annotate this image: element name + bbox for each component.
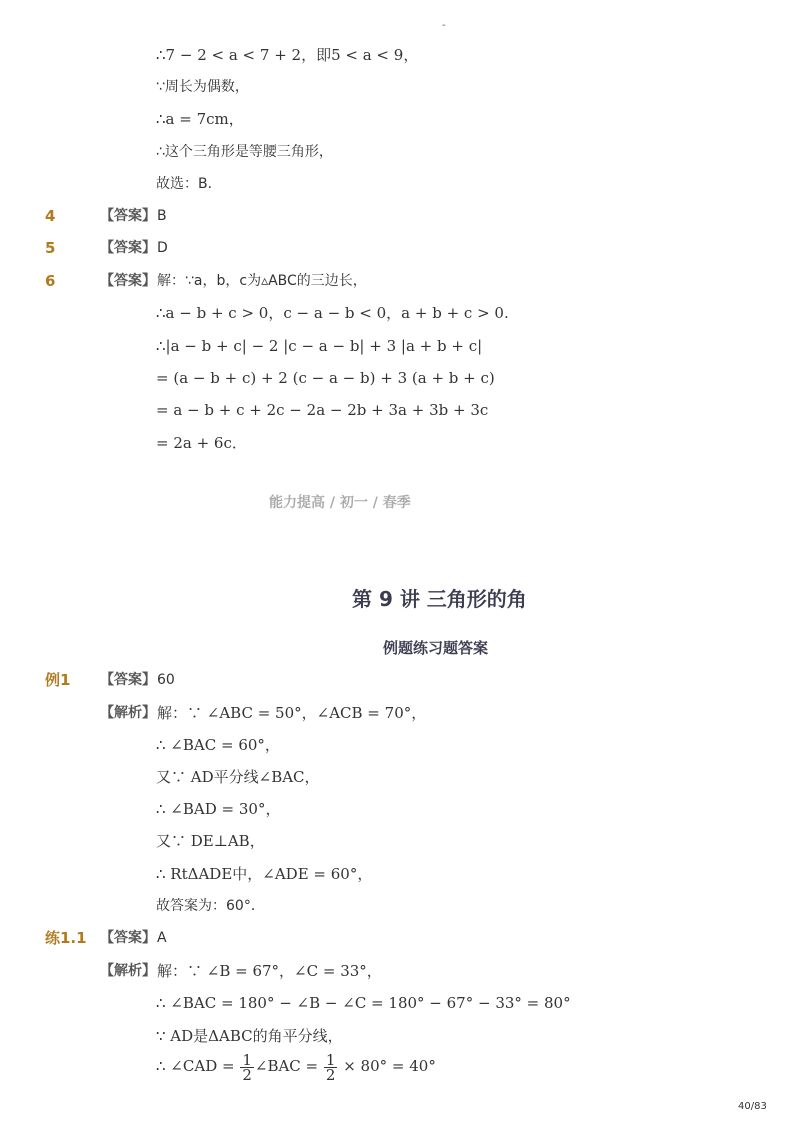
prev-line-2: ∵周长为偶数，	[156, 79, 249, 95]
ex1-analysis-tag: 【解析】	[100, 705, 156, 721]
example-number-1: 例1	[45, 671, 71, 689]
p11-answer-tag: 【答案】	[100, 930, 156, 946]
prev-line-5: 故选：B．	[156, 176, 222, 192]
question-number-5: 5	[45, 239, 56, 257]
p11-line-1: ∴ ∠BAC = 180° − ∠B − ∠C = 180° − 67° − 33° = 80°	[156, 994, 571, 1012]
prev-line-4: ∴这个三角形是等腰三角形，	[156, 144, 333, 160]
p11-line-3	[156, 1052, 436, 1082]
practice-number-1-1: 练1.1	[45, 929, 87, 947]
ex1-answer: 60	[157, 672, 175, 688]
p11-line-3-suffix: × 80° = 40°	[338, 1057, 436, 1075]
ex1-line-3: ∴ ∠BAD = 30°，	[156, 800, 281, 818]
fraction-1-denominator: 2	[242, 1065, 252, 1084]
question-number-4: 4	[45, 207, 56, 225]
ex1-answer-tag: 【答案】	[100, 672, 156, 688]
q6-first-line: 解：∵a，b，c为▵ABC的三边长，	[157, 273, 367, 289]
answer-tag-4: 【答案】	[100, 208, 156, 224]
p11-line-3-prefix: ∴ ∠CAD =	[156, 1057, 240, 1075]
ex1-line-6: 故答案为：60°．	[156, 898, 265, 914]
page-number: 40/83	[738, 1101, 767, 1112]
prev-line-3: ∴a = 7cm，	[156, 110, 244, 128]
question-number-6: 6	[45, 272, 56, 290]
fraction-2-numerator: 1	[325, 1050, 336, 1069]
p11-line-2: ∵ AD是ΔABC的角平分线，	[156, 1027, 343, 1045]
answer-tag-6: 【答案】	[100, 273, 156, 289]
ex1-first-line: 解：∵ ∠ABC = 50°，∠ACB = 70°，	[157, 704, 427, 722]
p11-line-3-mid: ∠BAC =	[254, 1057, 323, 1075]
answer-4: B	[157, 208, 167, 224]
fraction-2	[324, 1050, 338, 1084]
answer-tag-5: 【答案】	[100, 240, 156, 256]
q6-line-2: ∴|a − b + c| − 2 |c − a − b| + 3 |a + b + c|	[156, 337, 483, 355]
answer-5: D	[157, 240, 168, 256]
q6-line-4: = a − b + c + 2c − 2a − 2b + 3a + 3b + 3c	[156, 401, 489, 419]
p11-answer: A	[157, 930, 167, 946]
ex1-line-5: ∴ RtΔADE中，∠ADE = 60°，	[156, 865, 373, 883]
p11-analysis-tag: 【解析】	[100, 963, 156, 979]
page-footer-label: 能力提高 / 初一 / 春季	[269, 495, 411, 511]
chapter-title: 第 9 讲 三角形的角	[352, 587, 527, 611]
q6-line-1: ∴a − b + c > 0，c − a − b < 0，a + b + c > 0.	[156, 304, 509, 322]
ex1-line-4: 又∵ DE⊥AB，	[156, 832, 265, 850]
prev-line-1: ∴7 − 2 < a < 7 + 2，即5 < a < 9，	[156, 46, 419, 64]
ex1-line-2: 又∵ AD平分线∠BAC，	[156, 768, 320, 786]
q6-line-5: = 2a + 6c．	[156, 434, 247, 452]
fraction-2-denominator: 2	[325, 1065, 336, 1084]
fraction-1-numerator: 1	[242, 1050, 252, 1069]
p11-first-line: 解：∵ ∠B = 67°，∠C = 33°，	[157, 962, 382, 980]
top-dash: -	[442, 20, 446, 31]
ex1-line-1: ∴ ∠BAC = 60°，	[156, 736, 280, 754]
fraction-1	[240, 1050, 254, 1084]
q6-line-3: = (a − b + c) + 2 (c − a − b) + 3 (a + b + c)	[156, 369, 495, 387]
section-subtitle: 例题练习题答案	[383, 639, 489, 657]
